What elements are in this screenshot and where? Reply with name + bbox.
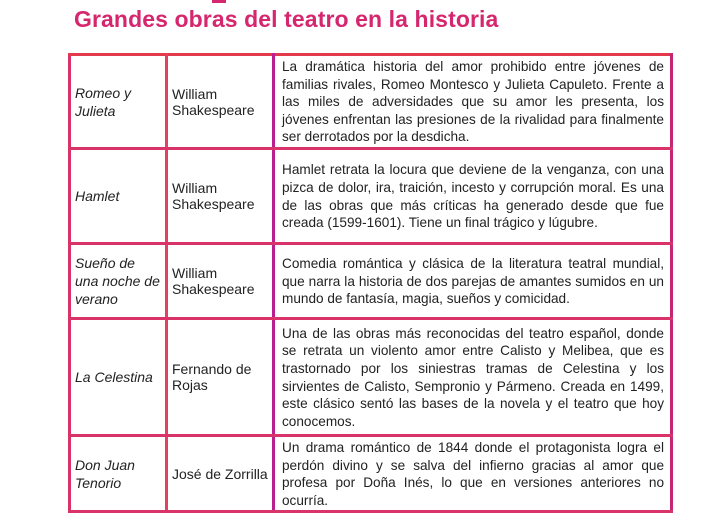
play-title-cell: Don Juan Tenorio [70, 436, 167, 512]
play-title-cell: Sueño de una noche de verano [70, 244, 167, 319]
table-row [70, 436, 672, 512]
play-summary-cell: La dramática historia del amor prohibido entre jóvenes de familias rivales, Romeo Montesco y Julieta Capuleto. Frente a las miles de adversidades que su amor les presenta, los jóvenes enfrentan las presiones de la rivalidad para finalmente ser derrotados por la desdicha. [274, 55, 672, 149]
play-author-cell: William Shakespeare [167, 55, 274, 149]
play-summary-cell: Comedia romántica y clásica de la literatura teatral mundial, que narra la historia de dos parejas de amantes sumidos en un mundo de fantasía, magia, sueños y comicidad. [274, 244, 672, 319]
play-author-cell: José de Zorrilla [167, 436, 274, 512]
play-summary-cell: Una de las obras más reconocidas del teatro español, donde se retrata un violento amor entre Calisto y Melibea, que es trastornado por los siniestras tramas de Celestina y los sirvientes de Calisto, Sempronio y Pármeno. Creada en 1499, este clásico sentó las bases de la novela y el teatro que hoy conocemos. [274, 319, 672, 436]
table-row [70, 55, 672, 149]
play-author-cell: William Shakespeare [167, 149, 274, 244]
play-title-cell: Romeo y Julieta [70, 55, 167, 149]
cropped-heading-fragment [212, 0, 226, 3]
play-title-cell: Hamlet [70, 149, 167, 244]
table-row [70, 319, 672, 436]
page-title: Grandes obras del teatro en la historia [74, 6, 499, 32]
play-author-cell: William Shakespeare [167, 244, 274, 319]
play-summary-cell: Hamlet retrata la locura que deviene de la venganza, con una pizca de dolor, ira, traición, incesto y corrupción moral. Es una de las obras que más críticas ha generado desde que fue creada (1599-1601). Tiene un final trágico y lúgubre. [274, 149, 672, 244]
play-title-cell: La Celestina [70, 319, 167, 436]
plays-table [68, 53, 673, 513]
table-row [70, 244, 672, 319]
table-row [70, 149, 672, 244]
play-summary-cell: Un drama romántico de 1844 donde el protagonista logra el perdón divino y se salva del infierno gracias al amor que profesa por Doña Inés, lo que en versiones anteriores no ocurría. [274, 436, 672, 512]
play-author-cell: Fernando de Rojas [167, 319, 274, 436]
